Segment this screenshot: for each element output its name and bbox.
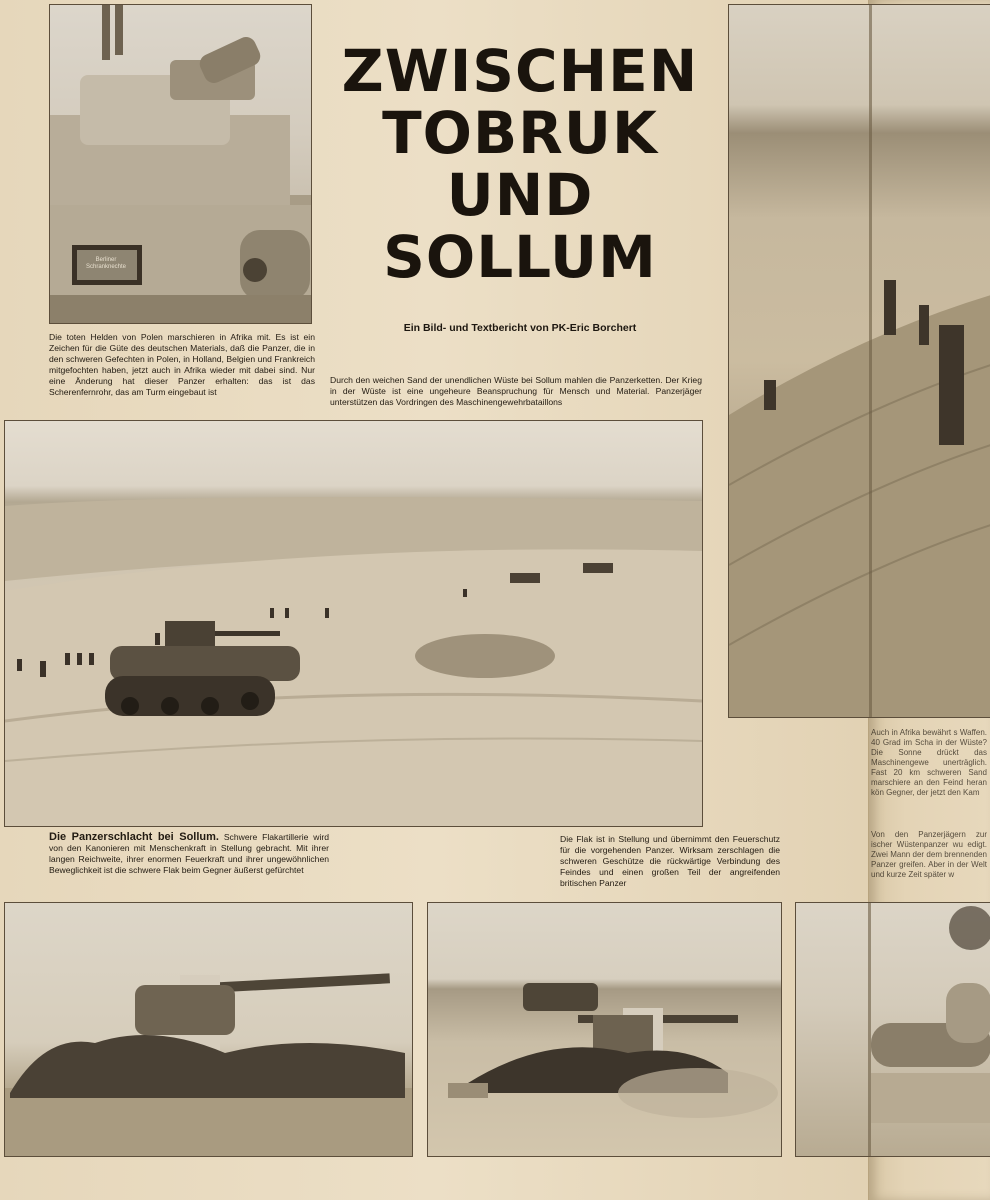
tank-gun-illustration bbox=[796, 903, 990, 1156]
headline-line-4: SOLLUM bbox=[383, 223, 657, 291]
right-column-text-2: Von den Panzerjägern zur ischer Wüstenpanzer wu edigt. Zwei Mann der dem brennenden Panzer greifen. Aber in der Welt und kurze Zeit später w bbox=[871, 830, 987, 879]
dune-soldiers-photo bbox=[728, 4, 990, 718]
byline: Ein Bild- und Textbericht von PK-Eric Borchert bbox=[403, 322, 637, 334]
dune-soldiers-illustration bbox=[729, 5, 990, 717]
desert-battle-photo bbox=[4, 420, 703, 827]
flak-caption bbox=[49, 832, 329, 876]
flak-pushing-photo bbox=[4, 902, 413, 1157]
flak-position-caption: Die Flak ist in Stellung und übernimmt den Feuerschutz für die vorgehenden Panzer. Wirksam zerschlagen die schweren Geschütze die rückwärtige Verbindung des Feindes und einen großen Teil der angreifenden britischen Panzer bbox=[560, 834, 780, 888]
flak-pushing-illustration bbox=[5, 903, 412, 1156]
headline-line-2: TOBRUK bbox=[382, 99, 658, 167]
tank-gun-photo bbox=[795, 902, 990, 1157]
headline-line-3: UND bbox=[446, 161, 594, 229]
flak-firing-illustration bbox=[428, 903, 781, 1156]
desert-intro-caption: Durch den weichen Sand der unendlichen Wüste bei Sollum mahlen die Panzerketten. Der Krieg in der Wüste ist eine ungeheure Beanspruchung für Mensch und Material. Panzerjäger unterstützen das Vordringen des Maschinengewehrbataillons bbox=[330, 375, 702, 407]
desert-battle-illustration bbox=[5, 421, 702, 826]
flak-caption-text: Schwere Flakartillerie wird von den Kanonieren mit Menschenkraft in Stellung gebracht. Mit ihrer langen Reichweite, ihrer enormen Feuerkraft und ihrer ungewöhnlichen Beweglichkeit ist die schwere Flak beim Gegner äußerst gefürchtet bbox=[49, 832, 330, 875]
headline bbox=[330, 37, 710, 291]
right-column-text-1: Auch in Afrika bewährt s Waffen. 40 Grad im Scha in der Wüste? Die Sonne drückt das Maschinengewe unerträglich. Fast 20 km schweren Sand marschiere an den Feind heran kön Gegner, der jetzt den Kam bbox=[871, 728, 987, 797]
flak-caption-title: Die Panzerschlacht bei Sollum. bbox=[49, 831, 219, 843]
tank-turret-illustration bbox=[50, 5, 311, 323]
tank-photo-caption: Die toten Helden von Polen marschieren in Afrika mit. Es ist ein Zeichen für die Güte des deutschen Materials, daß die Panzer, die in den schweren Gefechten in Polen, in Holland, Belgien und Frankreich mitgefochten haben, jetzt auch in Afrika wieder mit dabei sind. Nur eine Änderung hat dieser Panzer erhalten: das ist das Scherenfernrohr, das am Turm eingebaut ist bbox=[49, 332, 315, 397]
headline-line-1: ZWISCHEN bbox=[341, 37, 699, 105]
flak-firing-photo bbox=[427, 902, 782, 1157]
tank-turret-photo bbox=[49, 4, 312, 324]
tank-name-plate: Berliner Schranknechte bbox=[85, 257, 127, 270]
